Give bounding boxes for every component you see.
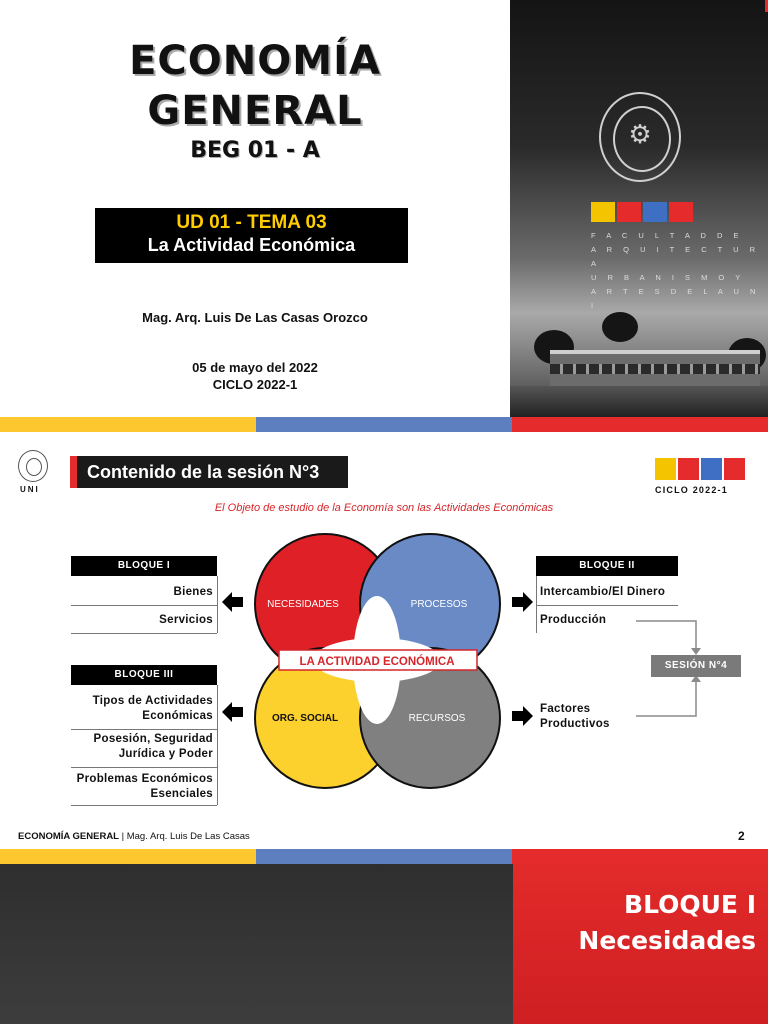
course-title-line2: GENERAL <box>147 88 363 134</box>
footer-author: | Mag. Arq. Luis De Las Casas <box>118 831 250 842</box>
course-code: BEG 01 - A <box>190 138 320 163</box>
block-1-item: Servicios <box>159 614 213 626</box>
slide-content <box>0 432 768 864</box>
block-2-item: Producción <box>540 614 607 626</box>
divider <box>71 729 217 730</box>
unit-topic: La Actividad Económica <box>147 235 356 255</box>
divider <box>536 605 678 606</box>
tree <box>602 312 638 342</box>
page-number: 2 <box>738 829 745 843</box>
unit-box <box>95 208 408 263</box>
arrow-right-icon <box>512 590 534 614</box>
block-1-title: BLOQUE I <box>71 556 217 576</box>
divider <box>217 576 218 633</box>
venn-diagram <box>245 532 510 802</box>
block-3-item: Tipos de Actividades Económicas <box>92 695 213 722</box>
block-3-title: BLOQUE III <box>71 665 217 685</box>
arrow-left-icon <box>222 590 244 614</box>
cover-text-area <box>0 0 510 417</box>
arrow-right-icon <box>512 704 534 728</box>
faua-logo <box>655 458 745 480</box>
factors-label: Factores Productivos <box>540 703 610 730</box>
block-subtitle: Necesidades <box>578 926 756 955</box>
red-strip <box>512 417 768 432</box>
divider <box>71 605 217 606</box>
venn-label-org-social: ORG. SOCIAL <box>271 713 339 724</box>
arrow-left-icon <box>222 700 244 724</box>
uni-seal-icon <box>18 450 48 482</box>
slide-block-1 <box>0 864 768 1024</box>
block-3-item: Posesión, Seguridad Jurídica y Poder <box>93 733 213 760</box>
block-2-title: BLOQUE II <box>536 556 678 576</box>
red-strip <box>512 849 768 864</box>
uni-seal-icon <box>599 92 681 182</box>
campus-photo <box>510 0 768 417</box>
yellow-strip <box>0 417 256 432</box>
divider <box>71 805 217 806</box>
cycle: CICLO 2022-1 <box>212 377 298 392</box>
block-3-item: Problemas Económicos Esenciales <box>76 773 213 800</box>
block-2-item: Intercambio/El Dinero <box>540 586 666 598</box>
slide-cover <box>0 0 768 432</box>
footer-credit <box>18 831 250 842</box>
subtitle: El Objeto de estudio de la Economía son las Actividades Económicas <box>214 502 554 514</box>
yellow-strip <box>0 849 256 864</box>
faua-text-line: A R Q U I T E C T U R A <box>591 245 760 268</box>
faua-text-line: U R B A N I S M O Y <box>591 273 745 282</box>
author: Mag. Arq. Luis De Las Casas Orozco <box>142 310 368 325</box>
date: 05 de mayo del 2022 <box>192 360 318 375</box>
session-4-box: SESIÓN N°4 <box>651 655 741 677</box>
divider <box>71 767 217 768</box>
session-header <box>70 456 348 488</box>
building <box>550 350 760 386</box>
faua-text-line: F A C U L T A D D E <box>591 231 744 240</box>
cycle-label: CICLO 2022-1 <box>655 485 728 495</box>
venn-label-necesidades: NECESIDADES <box>267 599 339 610</box>
ground <box>510 386 768 417</box>
blue-strip <box>256 849 512 864</box>
block-title: BLOQUE I <box>624 890 756 919</box>
unit-label: UD 01 - TEMA 03 <box>176 212 327 233</box>
venn-label-recursos: RECURSOS <box>408 713 466 724</box>
divider <box>217 685 218 805</box>
faua-text-line: A R T E S D E L A U N I <box>591 287 760 310</box>
faua-logo <box>591 202 693 222</box>
blue-strip <box>256 417 512 432</box>
session-header-text: Contenido de la sesión N°3 <box>87 462 320 482</box>
faua-text <box>591 229 761 313</box>
venn-label-procesos: PROCESOS <box>410 599 468 610</box>
block-1-item: Bienes <box>173 586 213 598</box>
course-title-line1: ECONOMÍA <box>129 38 381 84</box>
venn-center-label: LA ACTIVIDAD ECONÓMICA <box>299 656 455 668</box>
title-panel <box>513 864 768 1024</box>
divider <box>71 633 217 634</box>
uni-label: UNI <box>20 485 40 494</box>
footer-course: ECONOMÍA GENERAL <box>18 831 119 842</box>
